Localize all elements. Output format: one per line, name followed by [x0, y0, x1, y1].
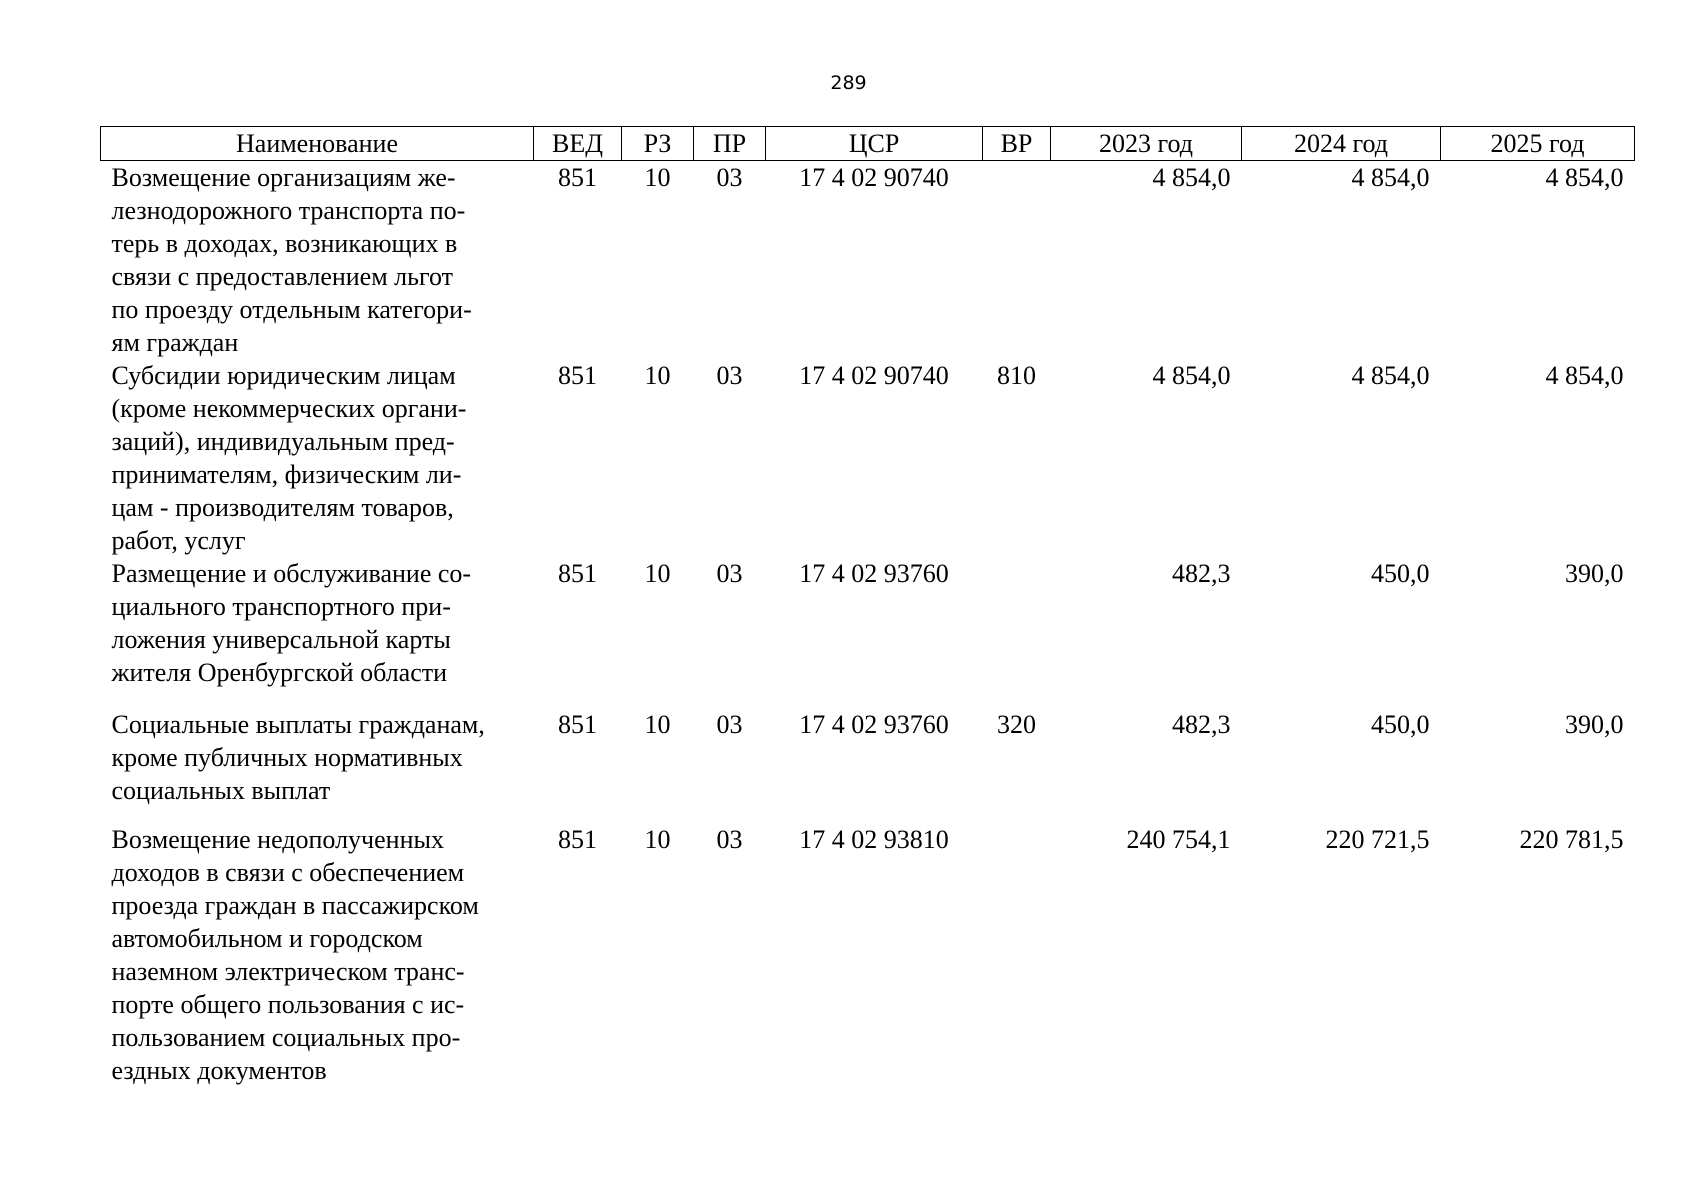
- name-line: заций), индивидуальным пред-: [111, 427, 455, 456]
- cell-vr: 810: [997, 361, 1036, 390]
- cell-2023: 482,3: [1172, 559, 1231, 588]
- header-pr: ПР: [694, 127, 766, 161]
- cell-2024: 450,0: [1371, 710, 1430, 739]
- row-name-cell: [101, 161, 534, 360]
- cell-csr: 17 4 02 90740: [799, 361, 949, 390]
- cell-ved: 851: [558, 559, 597, 588]
- cell-2023: 240 754,1: [1126, 825, 1231, 854]
- cell-2024: 220 721,5: [1325, 825, 1430, 854]
- name-line: лезнодорожного транспорта по-: [111, 196, 466, 225]
- cell-ved: 851: [558, 361, 597, 390]
- name-line: автомобильном и городском: [111, 924, 423, 953]
- name-line: терь в доходах, возникающих в: [111, 229, 458, 258]
- cell-vr: [983, 823, 1051, 1087]
- cell-rz: 10: [644, 361, 671, 390]
- table-header-row: [101, 127, 1635, 161]
- name-line: работ, услуг: [111, 526, 246, 555]
- header-2023: 2023 год: [1051, 127, 1242, 161]
- cell-vr: 320: [997, 710, 1036, 739]
- budget-table: [100, 126, 1635, 1087]
- name-line: Возмещение организациям же-: [111, 163, 456, 192]
- name-line: принимателям, физическим ли-: [111, 460, 462, 489]
- name-line: жителя Оренбургской области: [111, 658, 448, 687]
- cell-pr: 03: [716, 163, 743, 192]
- cell-rz: 10: [644, 559, 671, 588]
- table-row: [101, 823, 1635, 1087]
- name-line: проезда граждан в пассажирском: [111, 891, 479, 920]
- cell-csr: 17 4 02 90740: [799, 163, 949, 192]
- cell-rz: 10: [644, 710, 671, 739]
- cell-2025: 390,0: [1565, 710, 1624, 739]
- cell-2024: 450,0: [1371, 559, 1430, 588]
- cell-rz: 10: [644, 163, 671, 192]
- name-line: связи с предоставлением льгот: [111, 262, 454, 291]
- name-line: ям граждан: [111, 328, 239, 357]
- name-line: социальных выплат: [111, 776, 331, 805]
- name-line: циального транспортного при-: [111, 592, 451, 621]
- table-row: [101, 708, 1635, 823]
- name-line: наземном электрическом транс-: [111, 957, 465, 986]
- cell-2024: 4 854,0: [1351, 163, 1430, 192]
- header-vr: ВР: [983, 127, 1051, 161]
- row-name-cell: [101, 708, 534, 823]
- name-line: Возмещение недополученных: [111, 825, 444, 854]
- header-rz: РЗ: [622, 127, 694, 161]
- cell-csr: 17 4 02 93810: [799, 825, 949, 854]
- table-row: [101, 359, 1635, 557]
- header-2024: 2024 год: [1242, 127, 1441, 161]
- header-csr: ЦСР: [766, 127, 983, 161]
- table-row: [101, 161, 1635, 360]
- name-line: порте общего пользования с ис-: [111, 990, 465, 1019]
- cell-2023: 482,3: [1172, 710, 1231, 739]
- cell-pr: 03: [716, 710, 743, 739]
- cell-ved: 851: [558, 163, 597, 192]
- cell-pr: 03: [716, 361, 743, 390]
- row-name-cell: [101, 823, 534, 1087]
- name-line: по проезду отдельным категори-: [111, 295, 472, 324]
- cell-2025: 4 854,0: [1545, 361, 1624, 390]
- name-line: (кроме некоммерческих органи-: [111, 394, 467, 423]
- header-name: Наименование: [101, 127, 534, 161]
- cell-csr: 17 4 02 93760: [799, 559, 949, 588]
- name-line: ездных документов: [111, 1056, 327, 1085]
- row-name-cell: [101, 359, 534, 557]
- cell-pr: 03: [716, 559, 743, 588]
- name-line: пользованием социальных про-: [111, 1023, 461, 1052]
- name-line: Размещение и обслуживание со-: [111, 559, 472, 588]
- name-line: цам - производителям товаров,: [111, 493, 454, 522]
- cell-vr: [983, 557, 1051, 708]
- cell-2023: 4 854,0: [1152, 163, 1231, 192]
- header-2025: 2025 год: [1441, 127, 1635, 161]
- name-line: ложения универсальной карты: [111, 625, 451, 654]
- name-line: доходов в связи с обеспечением: [111, 858, 465, 887]
- header-ved: ВЕД: [534, 127, 622, 161]
- cell-2025: 4 854,0: [1545, 163, 1624, 192]
- cell-2024: 4 854,0: [1351, 361, 1430, 390]
- name-line: Социальные выплаты гражданам,: [111, 710, 485, 739]
- cell-csr: 17 4 02 93760: [799, 710, 949, 739]
- cell-2023: 4 854,0: [1152, 361, 1231, 390]
- name-line: кроме публичных нормативных: [111, 743, 463, 772]
- page-number: 289: [830, 72, 867, 94]
- cell-ved: 851: [558, 710, 597, 739]
- table-row: [101, 557, 1635, 708]
- cell-pr: 03: [716, 825, 743, 854]
- cell-ved: 851: [558, 825, 597, 854]
- cell-vr: [983, 161, 1051, 360]
- name-line: Субсидии юридическим лицам: [111, 361, 456, 390]
- cell-rz: 10: [644, 825, 671, 854]
- cell-2025: 390,0: [1565, 559, 1624, 588]
- cell-2025: 220 781,5: [1519, 825, 1624, 854]
- row-name-cell: [101, 557, 534, 708]
